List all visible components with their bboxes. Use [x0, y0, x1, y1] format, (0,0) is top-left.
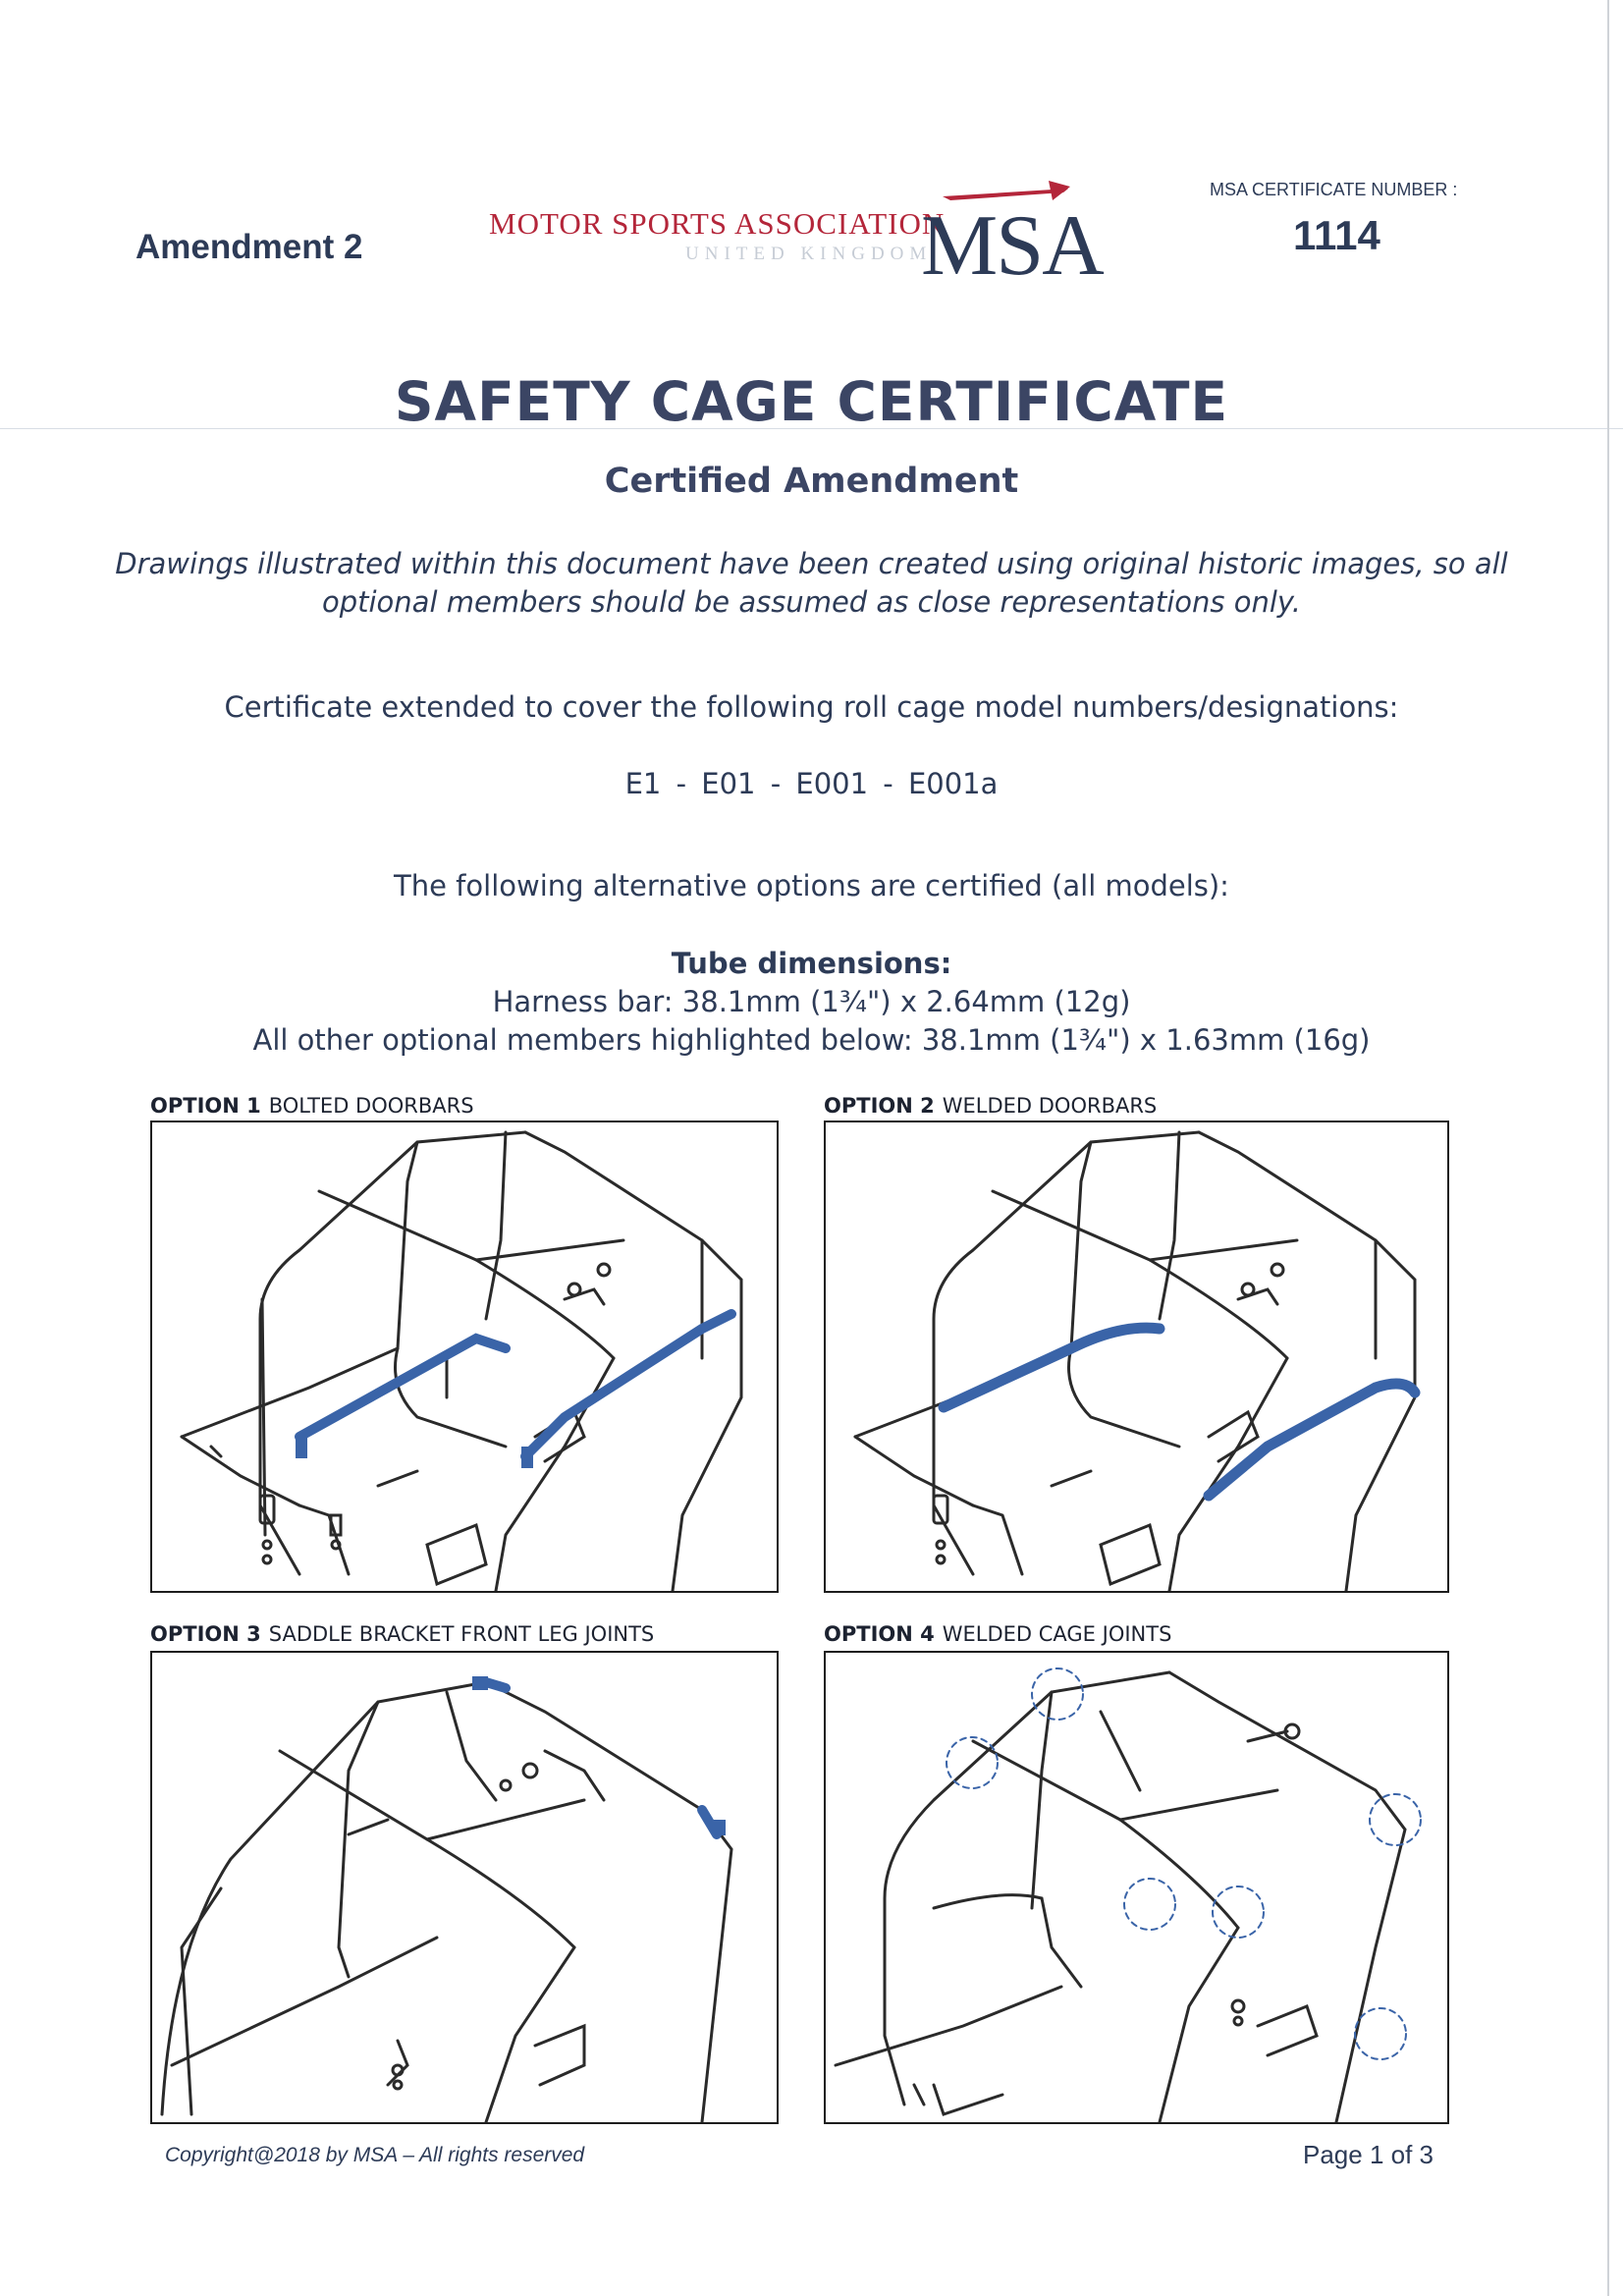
document-subtitle: Certified Amendment	[604, 462, 1019, 501]
option-2-label: WELDED DOORBARS	[942, 1094, 1158, 1118]
page-number: Page 1 of 3	[1303, 2140, 1434, 2169]
option-1-caption	[150, 1094, 474, 1118]
option-2-number: OPTION 2	[824, 1094, 935, 1118]
disclaimer-line-1: Drawings illustrated within this document have been created using original historic images, so all	[115, 547, 1508, 580]
cert-number-label: MSA CERTIFICATE NUMBER :	[1210, 180, 1458, 199]
option-1-number: OPTION 1	[150, 1094, 261, 1118]
option-4-number: OPTION 4	[824, 1622, 935, 1646]
tube-other: All other optional members highlighted below: 38.1mm (1¾") x 1.63mm (16g)	[252, 1023, 1371, 1057]
option-4-label: WELDED CAGE JOINTS	[942, 1622, 1172, 1646]
tube-heading: Tube dimensions:	[671, 947, 952, 980]
option-3-label: SADDLE BRACKET FRONT LEG JOINTS	[268, 1622, 655, 1646]
cert-number: 1114	[1293, 212, 1380, 258]
org-country: UNITED KINGDOM	[685, 244, 933, 264]
amendment-label: Amendment 2	[135, 228, 363, 266]
option-1-label: BOLTED DOORBARS	[268, 1094, 474, 1118]
disclaimer-line-2: optional members should be assumed as close representations only.	[321, 585, 1302, 619]
option-3-caption	[150, 1622, 654, 1646]
option-1-drawing	[150, 1121, 779, 1593]
alternatives-intro: The following alternative options are certified (all models):	[394, 869, 1229, 902]
disclaimer	[0, 545, 1623, 622]
copyright-notice: Copyright@2018 by MSA – All rights reserved	[165, 2144, 585, 2166]
extended-intro: Certificate extended to cover the following roll cage model numbers/designations:	[224, 690, 1399, 724]
page-edge	[1607, 0, 1609, 2296]
document-title: SAFETY CAGE CERTIFICATE	[394, 370, 1229, 433]
msa-logo-mark	[921, 179, 1137, 294]
option-3-drawing	[150, 1651, 779, 2124]
option-4-caption	[824, 1622, 1171, 1646]
msa-logo	[489, 173, 1127, 294]
option-2-drawing	[824, 1121, 1449, 1593]
option-3-number: OPTION 3	[150, 1622, 261, 1646]
option-4-drawing	[824, 1651, 1449, 2124]
tube-harness: Harness bar: 38.1mm (1¾") x 2.64mm (12g)	[492, 985, 1131, 1018]
msa-wordmark: MSA	[921, 198, 1103, 294]
option-2-caption	[824, 1094, 1157, 1118]
model-list: E1 - E01 - E001 - E001a	[624, 767, 999, 800]
org-name: MOTOR SPORTS ASSOCIATION	[489, 206, 946, 241]
